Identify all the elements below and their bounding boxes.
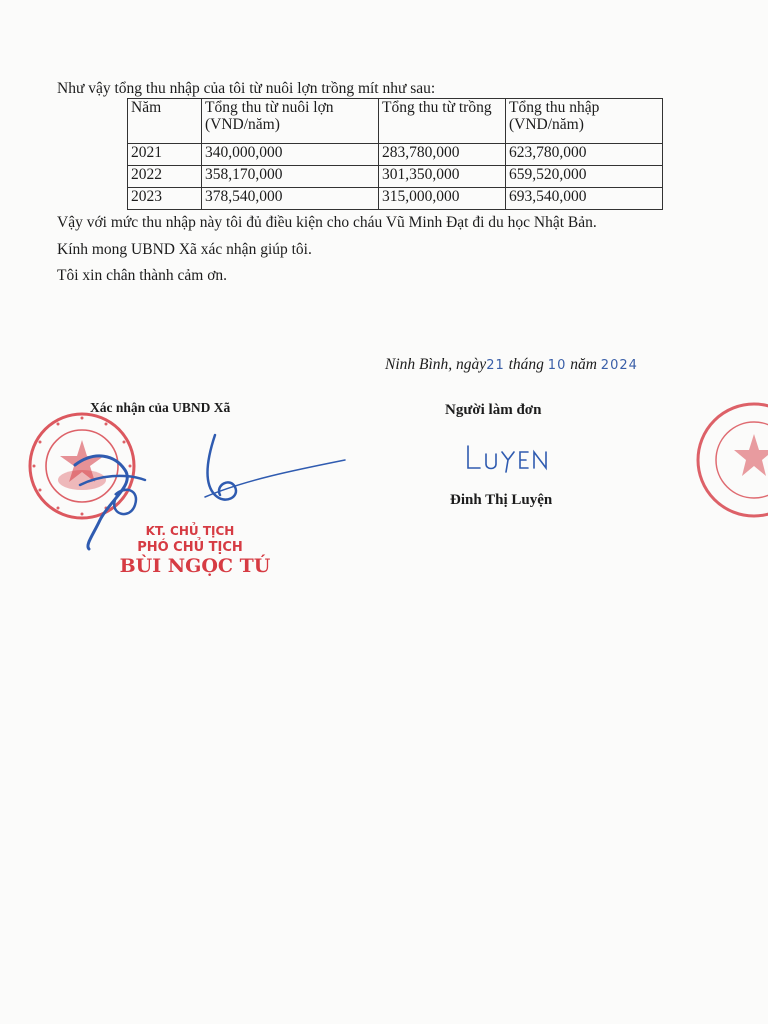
partial-seal-icon bbox=[694, 400, 768, 522]
cell-year: 2021 bbox=[128, 144, 202, 166]
stamp-title-line1: KT. CHỦ TỊCH bbox=[145, 524, 235, 538]
cell-total-income: 623,780,000 bbox=[506, 144, 663, 166]
date-day: 21 bbox=[486, 358, 505, 373]
stamp-official-name: BÙI NGỌC TÚ bbox=[119, 555, 271, 577]
date-place: Ninh Bình, ngày bbox=[385, 356, 487, 373]
cell-total-income: 659,520,000 bbox=[506, 166, 663, 188]
cell-total-income: 693,540,000 bbox=[506, 188, 663, 210]
date-year: 2024 bbox=[600, 358, 638, 373]
table-header-row bbox=[128, 99, 663, 144]
date-year-label: năm bbox=[570, 356, 597, 373]
table-row bbox=[128, 188, 663, 210]
header-year: Năm bbox=[128, 99, 202, 144]
commune-confirmation-label: Xác nhận của UBND Xã bbox=[90, 400, 231, 415]
cell-year: 2023 bbox=[128, 188, 202, 210]
header-crop-income: Tổng thu từ trồng bbox=[379, 99, 506, 144]
cell-year: 2022 bbox=[128, 166, 202, 188]
request-paragraph: Kính mong UBND Xã xác nhận giúp tôi. bbox=[57, 241, 312, 258]
table-row bbox=[128, 166, 663, 188]
thanks-paragraph: Tôi xin chân thành cảm ơn. bbox=[57, 267, 228, 284]
table-row bbox=[128, 144, 663, 166]
applicant-name: Đinh Thị Luyện bbox=[450, 492, 553, 508]
cell-pig-income: 340,000,000 bbox=[202, 144, 379, 166]
cell-pig-income: 378,540,000 bbox=[202, 188, 379, 210]
intro-line: Như vậy tổng thu nhập của tôi từ nuôi lợn trồng mít như sau: bbox=[57, 80, 436, 97]
stamp-title-line2: PHÓ CHỦ TỊCH bbox=[137, 540, 243, 555]
applicant-label: Người làm đơn bbox=[445, 402, 542, 418]
header-total-income: Tổng thu nhập (VND/năm) bbox=[506, 99, 663, 144]
cell-crop-income: 301,350,000 bbox=[379, 166, 506, 188]
header-pig-income: Tổng thu từ nuôi lợn (VND/năm) bbox=[202, 99, 379, 144]
date-month: 10 bbox=[547, 358, 567, 373]
cell-crop-income: 315,000,000 bbox=[379, 188, 506, 210]
cell-pig-income: 358,170,000 bbox=[202, 166, 379, 188]
conclusion-paragraph: Vậy với mức thu nhập này tôi đủ điều kiện cho cháu Vũ Minh Đạt đi du học Nhật Bản. bbox=[57, 214, 597, 231]
income-table bbox=[127, 98, 663, 210]
cell-crop-income: 283,780,000 bbox=[379, 144, 506, 166]
date-line bbox=[385, 356, 638, 374]
applicant-signature-icon bbox=[462, 440, 562, 476]
date-month-label: tháng bbox=[508, 356, 544, 373]
